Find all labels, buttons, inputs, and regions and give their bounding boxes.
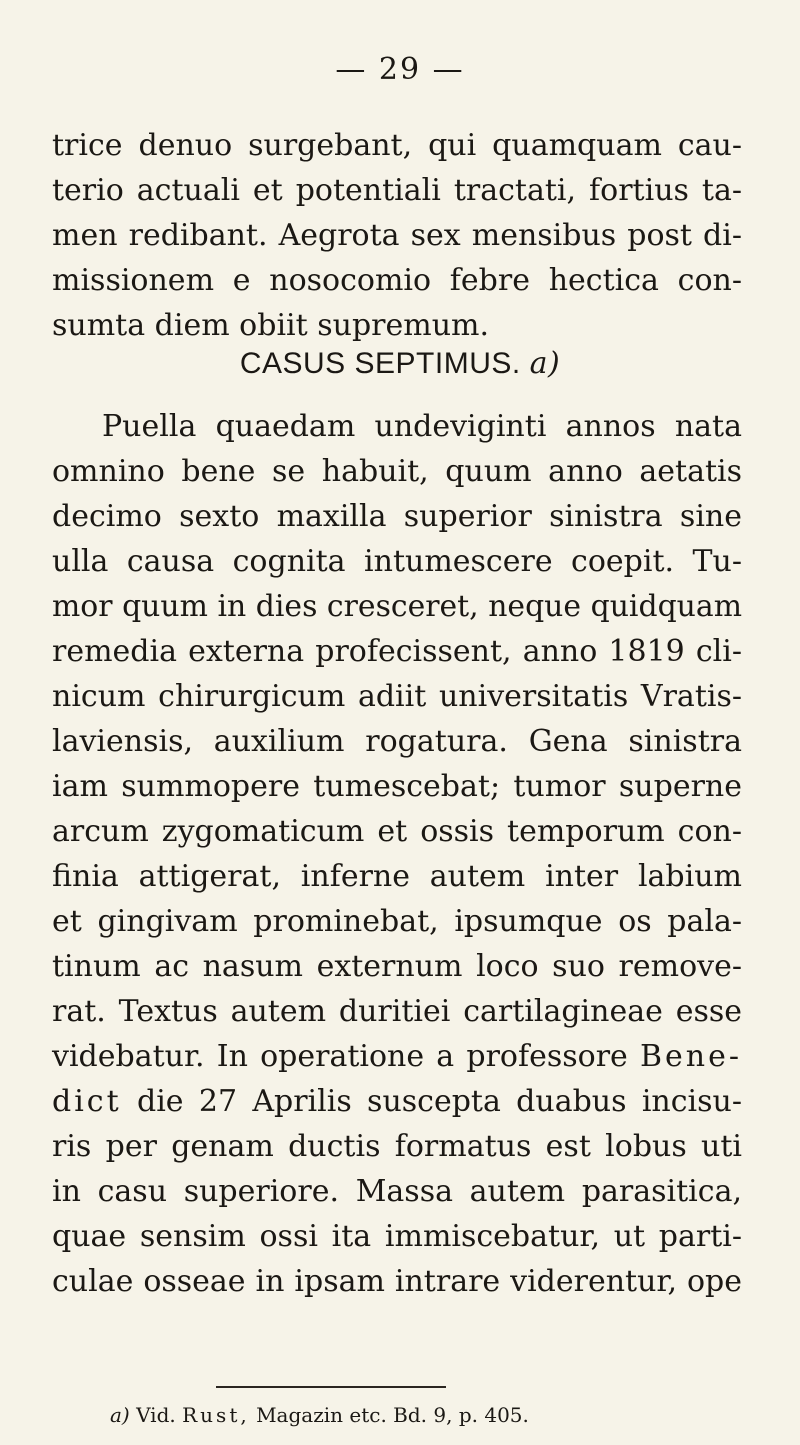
text-line: in casu superiore. Massa autem parasitica,	[52, 1174, 742, 1209]
paragraph-continuation	[52, 123, 742, 348]
text-line	[52, 1079, 742, 1124]
section-heading	[0, 346, 800, 381]
text-line: tinum ac nasum externum loco suo remove-	[52, 949, 742, 984]
text-line: men redibant. Aegrota sex mensibus post di-	[52, 218, 742, 253]
text-segment: videbatur. In operatione a professore	[52, 1039, 628, 1074]
text-line: missionem e nosocomio febre hectica con-	[52, 263, 742, 298]
text-line: decimo sexto maxilla superior sinistra sine	[52, 499, 742, 534]
text-line: finia attigerat, inferne autem inter labium	[52, 859, 742, 894]
page-number: — 29 —	[335, 52, 465, 87]
section-title: CASUS SEPTIMUS.	[239, 347, 521, 380]
text-line: et gingivam prominebat, ipsumque os pala-	[52, 904, 742, 939]
text-line: ris per genam ductis formatus est lobus uti	[52, 1129, 742, 1164]
text-line	[52, 1034, 742, 1079]
case-paragraph	[52, 404, 742, 1304]
text-line: iam summopere tumescebat; tumor superne	[52, 769, 742, 804]
text-line: mor quum in dies cresceret, neque quidquam	[52, 589, 742, 624]
footnote-divider	[216, 1386, 446, 1388]
person-name: Bene-	[639, 1039, 742, 1074]
footnote-prefix: Vid.	[136, 1403, 176, 1427]
text-line: Puella quaedam undeviginti annos nata	[102, 409, 742, 444]
footnote-mark: a)	[110, 1403, 130, 1427]
footnote	[110, 1403, 529, 1427]
text-line: laviensis, auxilium rogatura. Gena sinistra	[52, 724, 742, 759]
text-line: quae sensim ossi ita immiscebatur, ut parti-	[52, 1219, 742, 1254]
text-line: nicum chirurgicum adiit universitatis Vratis-	[52, 679, 742, 714]
text-line: rat. Textus autem duritiei cartilagineae esse	[52, 994, 742, 1029]
text-line: remedia externa profecissent, anno 1819 cli-	[52, 634, 742, 669]
text-line: culae osseae in ipsam intrare viderentur, ope	[52, 1264, 742, 1299]
text-line: sumta diem obiit supremum.	[52, 308, 489, 343]
text-line: omnino bene se habuit, quum anno aetatis	[52, 454, 742, 489]
footnote-author: Rust,	[182, 1403, 250, 1427]
text-line: arcum zygomaticum et ossis temporum con-	[52, 814, 742, 849]
text-line: ulla causa cognita intumescere coepit. Tu-	[52, 544, 742, 579]
text-line: terio actuali et potentiali tractati, fortius ta-	[52, 173, 742, 208]
footnote-citation: Magazin etc. Bd. 9, p. 405.	[256, 1403, 529, 1427]
text-line: trice denuo surgebant, qui quamquam cau-	[52, 128, 742, 163]
text-segment: die 27 Aprilis suscepta duabus incisu-	[136, 1084, 742, 1119]
footnote-reference: a)	[529, 346, 561, 381]
person-name: dict	[52, 1084, 122, 1119]
